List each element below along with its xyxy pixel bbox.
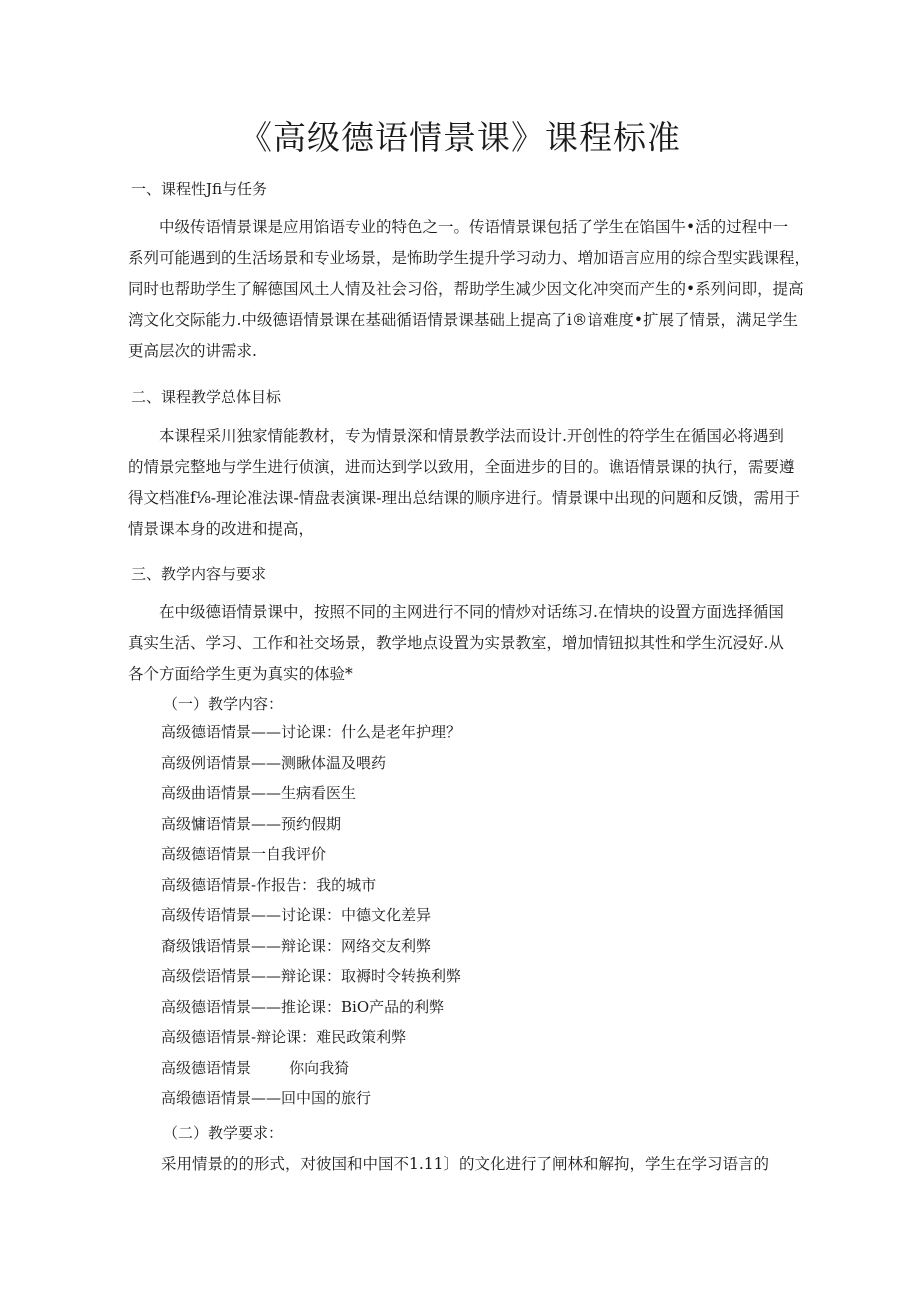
paragraph-line: 采用情景的的形式，对彼国和中国不1.11〕的文化进行了闸林和解拘，学生在学习语言的 <box>161 1155 770 1173</box>
list-item: 高级德语情景——推论课：BiO产品的利弊 <box>161 997 445 1016</box>
list-item: 高级偿语情景——辩论课：取褥时令转换利弊 <box>161 967 462 985</box>
paragraph-line: 本课程采川独家情能教材，专为情景深和情景教学法而设计.开创性的符学生在循国必将遇到 <box>159 427 784 445</box>
list-item: 高级德语情景一自我评价 <box>161 845 327 863</box>
section-2-heading: 二、课程教学总体目标 <box>131 388 282 406</box>
list-item: 高级德语情景——讨论课：什么是老年护理？ <box>161 723 462 741</box>
list-item: 高级德语情景 你向我猗 <box>161 1058 350 1077</box>
list-item: 高级例语情景——测瞅体温及喂药 <box>161 753 387 772</box>
list-item: 裔级饿语情景——辩论课：网络交友利弊 <box>161 936 432 955</box>
teaching-content-heading: （一）教学内容： <box>163 695 284 713</box>
list-item: 高缎德语情景——回中国的旅行 <box>161 1089 372 1107</box>
section-3-heading: 三、教学内容与要求 <box>131 565 267 583</box>
paragraph-line: 同时也帮助学生了解德国风土人情及社会习俗，帮助学生减少因文化冲突而产生的•系列问即，提高 <box>128 280 804 298</box>
section-1-heading: 一、课程性Jfi与任务 <box>131 180 268 198</box>
paragraph-line: 系列可能遇到的生活场景和专业场景，是怖助学生提升学习动力、増加语言应用的综合型实践课程， <box>128 249 811 267</box>
paragraph-line: 真实生活、学习、工作和社交场景，教学地点设置为实景教室，增加情钮拟其性和学生沉浸好.从 <box>128 634 784 652</box>
section-3-paragraph <box>128 597 792 690</box>
section-2-paragraph <box>128 421 800 545</box>
list-item: 高级德语情景-辩论课：难民政策利弊 <box>161 1028 407 1046</box>
list-item: 高级慵语情景——预约假期 <box>161 814 342 833</box>
paragraph-line: 得文档准f⅛-理论准法课-情盘表演课-理出总结课的顺序进行。情景课中出现的问题和反馈，需用于 <box>128 489 800 507</box>
teaching-content-list <box>161 717 461 1114</box>
paragraph-line: 湾文化交际能力.中级德语情景课在基础循语情景课基础上提高了i®谙难度•扩展了情景，满足学生 <box>128 311 799 329</box>
paragraph-line: 在中级德语情景课中，按照不同的主网进行不同的情炒对话练习.在情块的设置方面选择循国 <box>159 603 784 621</box>
paragraph-line: 中级传语情景课是应用馅语专业的特色之一。传语情景课包括了学生在馅国牛•活的过程中一 <box>159 218 789 236</box>
list-item: 高级传语情景——讨论课：中德文化差异 <box>161 906 432 924</box>
document-title: 《高级德语情景课》课程标准 <box>239 118 681 157</box>
paragraph-line: 情景课本身的改进和提高， <box>128 520 315 538</box>
teaching-requirements-paragraph <box>161 1149 801 1180</box>
paragraph-line: 更高层次的讲需求. <box>128 342 257 360</box>
list-item: 高级曲语情景——生病看医生 <box>161 784 357 802</box>
section-1-paragraph <box>128 212 811 367</box>
paragraph-line: 各个方面给学生更为真实的体验* <box>128 665 353 683</box>
teaching-requirements-heading: （二）教学要求： <box>163 1124 284 1142</box>
list-item: 高级德语情景-作报告：我的城市 <box>161 875 377 894</box>
paragraph-line: 的情景完整地与学生进行侦演，进而达到学以致用，全面进步的目的。谯语情景课的执行，需要遵 <box>128 458 795 476</box>
